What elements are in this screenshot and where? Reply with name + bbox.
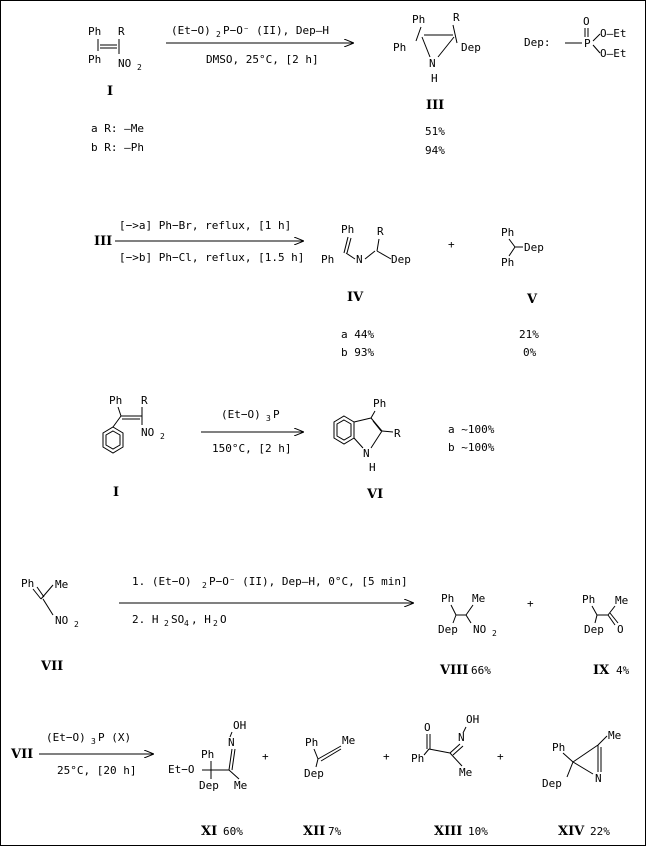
label-IX: IX xyxy=(593,663,610,678)
svg-text:3: 3 xyxy=(91,737,96,746)
r5-xii-me: Me xyxy=(342,734,356,747)
r4-viii-yield: 66% xyxy=(471,664,491,677)
r2-v-yield-b: 0% xyxy=(523,346,537,359)
label-VI: VI xyxy=(367,487,384,502)
r5-xiii-n: N xyxy=(458,731,465,744)
r2-iv-n: N xyxy=(356,253,363,266)
r1-option-b: b R: —Ph xyxy=(91,141,144,154)
r2-start-III: III xyxy=(94,234,113,249)
dep-oet2: O—Et xyxy=(600,47,627,60)
r5-xii-dep: Dep xyxy=(304,767,324,780)
r4-plus: + xyxy=(527,597,534,610)
r4-ix-ph: Ph xyxy=(582,593,596,606)
r3-no2: NO xyxy=(141,426,155,439)
r3-r: R xyxy=(141,394,148,407)
r5-xiii-yield: 10% xyxy=(468,825,488,838)
r5-xiii-o: O xyxy=(424,721,431,734)
r5-reagent: (Et−O) xyxy=(46,731,86,744)
r2-iv-r: R xyxy=(377,225,384,238)
r4-ix-dep: Dep xyxy=(584,623,604,636)
label-XIV: XIV xyxy=(558,824,585,839)
r2-iv-ph1: Ph xyxy=(341,223,355,236)
r1-p-ph1: Ph xyxy=(412,13,426,26)
r2-v-ph2: Ph xyxy=(501,256,515,269)
r1-p-ph2: Ph xyxy=(393,41,407,54)
r2-condition-b: [−>b] Ph−Cl, reflux, [1.5 h] xyxy=(119,251,305,264)
r5-xi-oh: OH xyxy=(233,719,247,732)
reaction-4 xyxy=(21,575,630,678)
svg-text:2: 2 xyxy=(164,619,169,628)
r4-viii-dep: Dep xyxy=(438,623,458,636)
r3-yield-a: a ~100% xyxy=(448,423,495,436)
r5-conditions: 25°C, [20 h] xyxy=(57,764,137,777)
reaction-3 xyxy=(103,394,495,502)
r4-step2-c: , H xyxy=(191,613,211,626)
svg-text:2: 2 xyxy=(137,63,142,72)
r2-condition-a: [−>a] Ph−Br, reflux, [1 h] xyxy=(119,219,292,232)
r4-viii-ph: Ph xyxy=(441,592,455,605)
r4-step2: 2. H xyxy=(132,613,159,626)
dep-p: P xyxy=(584,37,591,50)
r5-plus-1: + xyxy=(262,750,269,763)
r5-xiii-ph: Ph xyxy=(411,752,425,765)
svg-text:2: 2 xyxy=(216,30,221,39)
r5-xi-ph: Ph xyxy=(201,748,215,761)
r4-ix-me: Me xyxy=(615,594,629,607)
r4-step2-d: O xyxy=(220,613,227,626)
label-I: I xyxy=(107,84,114,99)
label-XII: XII xyxy=(303,824,326,839)
r2-iv-yield-b: b 93% xyxy=(341,346,375,359)
r4-me: Me xyxy=(55,578,69,591)
reaction-1 xyxy=(88,11,627,157)
label-III: III xyxy=(426,98,445,113)
r2-iv-dep: Dep xyxy=(391,253,411,266)
r5-xii-ph: Ph xyxy=(305,736,319,749)
r5-xiii-oh: OH xyxy=(466,713,480,726)
r3-ph: Ph xyxy=(109,394,123,407)
reaction-5 xyxy=(10,713,621,839)
r2-v-yield-a: 21% xyxy=(519,328,539,341)
r5-xi-n: N xyxy=(228,736,235,749)
r3-yield-b: b ~100% xyxy=(448,441,495,454)
r1-p-r: R xyxy=(453,11,460,24)
r1-ph-top: Ph xyxy=(88,25,102,38)
r5-xi-me: Me xyxy=(234,779,248,792)
r3-vi-ph: Ph xyxy=(373,397,387,410)
r5-plus-3: + xyxy=(497,750,504,763)
svg-text:2: 2 xyxy=(213,619,218,628)
svg-text:2: 2 xyxy=(202,581,207,590)
r1-conditions: DMSO, 25°C, [2 h] xyxy=(206,53,319,66)
r2-iv-yield-a: a 44% xyxy=(341,328,375,341)
svg-text:4: 4 xyxy=(184,619,189,628)
r4-viii-no2: NO xyxy=(473,623,487,636)
r5-xiv-ph: Ph xyxy=(552,741,566,754)
svg-text:2: 2 xyxy=(160,432,165,441)
scheme-drawing xyxy=(1,1,646,846)
r4-no2: NO xyxy=(55,614,69,627)
r2-iv-ph2: Ph xyxy=(321,253,335,266)
r3-reagent: (Et−O) xyxy=(221,408,261,421)
r1-yield-b: 94% xyxy=(425,144,445,157)
label-VIII: VIII xyxy=(440,663,469,678)
r5-xiv-yield: 22% xyxy=(590,825,610,838)
r1-r-top: R xyxy=(118,25,125,38)
r5-xiv-n: N xyxy=(595,772,602,785)
r5-reagent-tail: P (X) xyxy=(98,731,132,744)
r5-xi-dep: Dep xyxy=(199,779,219,792)
r4-viii-me: Me xyxy=(472,592,486,605)
r3-vi-h: H xyxy=(369,461,376,474)
r5-xiv-me: Me xyxy=(608,729,622,742)
r1-p-n: N xyxy=(429,57,436,70)
r4-step1: 1. (Et−O) xyxy=(132,575,192,588)
reaction-2 xyxy=(94,219,544,359)
svg-text:2: 2 xyxy=(492,629,497,638)
r2-v-dep: Dep xyxy=(524,241,544,254)
r4-step2-b: SO xyxy=(171,613,185,626)
r1-reagent-tail: P−O⁻ (II), Dep—H xyxy=(223,24,329,37)
r2-plus: + xyxy=(448,238,455,251)
label-V: V xyxy=(527,292,538,307)
svg-text:2: 2 xyxy=(74,620,79,629)
r3-vi-n: N xyxy=(363,447,370,460)
label-I-r3: I xyxy=(113,485,120,500)
label-XI: XI xyxy=(201,824,218,839)
r3-conditions: 150°C, [2 h] xyxy=(212,442,292,455)
r1-yield-a: 51% xyxy=(425,125,445,138)
r1-option-a: a R: —Me xyxy=(91,122,144,135)
r3-vi-r: R xyxy=(394,427,401,440)
r4-ix-yield: 4% xyxy=(616,664,630,677)
r4-ph: Ph xyxy=(21,577,35,590)
r5-xii-yield: 7% xyxy=(328,825,342,838)
dep-o: O xyxy=(583,15,590,28)
r5-xi-eto: Et−O xyxy=(168,763,195,776)
r5-xiv-dep: Dep xyxy=(542,777,562,790)
r1-p-h: H xyxy=(431,72,438,85)
dep-oet1: O—Et xyxy=(600,27,627,40)
r1-no2: NO xyxy=(118,57,132,70)
label-XIII: XIII xyxy=(434,824,463,839)
svg-text:3: 3 xyxy=(266,414,271,423)
label-VII: VII xyxy=(41,659,64,674)
label-IV: IV xyxy=(347,290,364,305)
dep-definition-label: Dep: xyxy=(524,36,551,49)
r1-p-dep: Dep xyxy=(461,41,481,54)
r5-xi-yield: 60% xyxy=(223,825,243,838)
r5-plus-2: + xyxy=(383,750,390,763)
r3-reagent-p: P xyxy=(273,408,280,421)
r1-ph-bot: Ph xyxy=(88,53,102,66)
r4-step1-tail: P−O⁻ (II), Dep—H, 0°C, [5 min] xyxy=(209,575,408,588)
r2-v-ph1: Ph xyxy=(501,226,515,239)
r4-ix-o: O xyxy=(617,623,624,636)
r5-start-VII: VII xyxy=(11,747,34,762)
r1-reagent: (Et−O) xyxy=(171,24,211,37)
r5-xiii-me: Me xyxy=(459,766,473,779)
